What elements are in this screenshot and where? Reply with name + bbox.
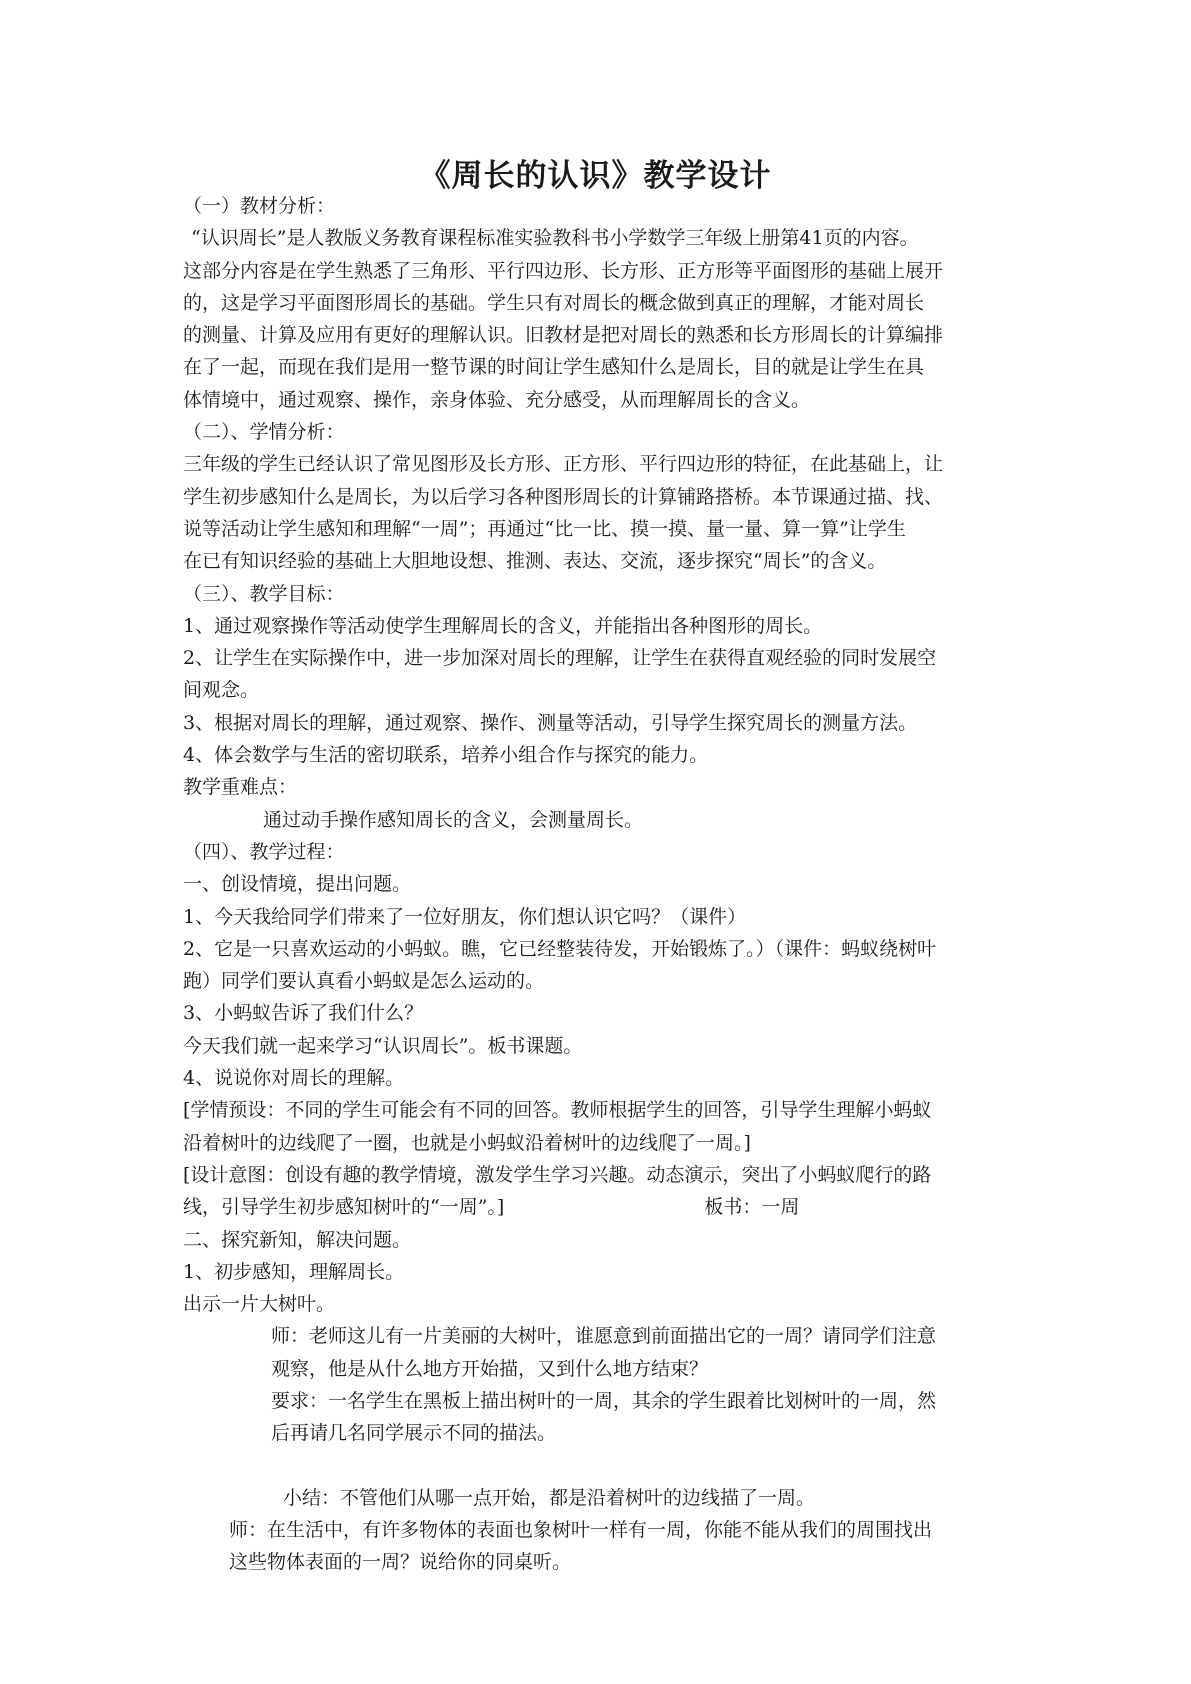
list-item: 4、体会数学与生活的密切联系，培养小组合作与探究的能力。	[183, 744, 709, 767]
list-item: 3、根据对周长的理解，通过观察、操作、测量等活动，引导学生探究周长的测量方法。	[183, 711, 918, 734]
paragraph-line: 三年级的学生已经认识了常见图形及长方形、正方形、平行四边形的特征，在此基础上，让	[183, 453, 944, 476]
key-points-heading: 教学重难点：	[183, 776, 298, 799]
paragraph-line: 跑）同学们要认真看小蚂蚁是怎么运动的。	[183, 970, 545, 993]
key-points-text: 通过动手操作感知周长的含义，会测量周长。	[263, 808, 644, 831]
paragraph-line: 说等活动让学生感知和理解“一周”；再通过“比一比、摸一摸、量一量、算一算”让学生	[183, 517, 906, 540]
paragraph-line: 今天我们就一起来学习“认识周长”。板书课题。	[183, 1034, 583, 1057]
list-item: 2、让学生在实际操作中，进一步加深对周长的理解，让学生在获得直观经验的同时发展空	[183, 647, 937, 670]
list-item: 1、通过观察操作等活动使学生理解周长的含义，并能指出各种图形的周长。	[183, 614, 823, 637]
section-heading-teaching-goals: （三）、教学目标：	[183, 582, 345, 605]
design-intent-end: 线，引导学生初步感知树叶的“一周”。]	[183, 1196, 505, 1219]
section-heading-student-analysis: （二）、学情分析：	[183, 421, 345, 444]
paragraph-line	[183, 1191, 1018, 1223]
paragraph-line: 这部分内容是在学生熟悉了三角形、平行四边形、长方形、正方形等平面图形的基础上展开	[183, 259, 944, 282]
paragraph-line: [学情预设：不同的学生可能会有不同的回答。教师根据学生的回答，引导学生理解小蚂蚁	[183, 1099, 932, 1122]
paragraph-line: 在已有知识经验的基础上大胆地设想、推测、表达、交流，逐步探究“周长”的含义。	[183, 550, 887, 573]
section-heading-teaching-process: （四）、教学过程：	[183, 840, 345, 863]
page-title: 《周长的认识》教学设计	[419, 158, 772, 194]
teacher-line: 观察，他是从什么地方开始描，又到什么地方结束？	[271, 1357, 709, 1380]
paragraph-line: 1、今天我给同学们带来了一位好朋友，你们想认识它吗？（课件）	[183, 905, 747, 928]
teacher-line: 这些物体表面的一周？说给你的同桌听。	[229, 1551, 572, 1574]
list-item-continued: 间观念。	[183, 679, 260, 702]
paragraph-line: “认识周长”是人教版义务教育课程标准实验教科书小学数学三年级上册第41页的内容。	[191, 227, 919, 250]
teacher-line: 要求：一名学生在黑板上描出树叶的一周，其余的学生跟着比划树叶的一周，然	[271, 1389, 937, 1412]
teacher-line: 后再请几名同学展示不同的描法。	[271, 1422, 557, 1445]
paragraph-line: 的测量、计算及应用有更好的理解认识。旧教材是把对周长的熟悉和长方形周长的计算编排	[183, 324, 944, 347]
paragraph-line: 出示一片大树叶。	[183, 1293, 336, 1316]
teacher-line: 师：在生活中，有许多物体的表面也象树叶一样有一周，你能不能从我们的周围找出	[229, 1518, 933, 1541]
paragraph-line: 1、初步感知，理解周长。	[183, 1260, 405, 1283]
paragraph-line: [设计意图：创设有趣的教学情境，激发学生学习兴趣。动态演示，突出了小蚂蚁爬行的路	[183, 1163, 932, 1186]
board-note: 板书：一周	[704, 1196, 800, 1219]
summary-line: 小结：不管他们从哪一点开始，都是沿着树叶的边线描了一周。	[283, 1486, 816, 1509]
teacher-line: 师：老师这儿有一片美丽的大树叶，谁愿意到前面描出它的一周？请同学们注意	[271, 1325, 937, 1348]
subsection-heading: 二、探究新知，解决问题。	[183, 1228, 412, 1251]
section-heading-textbook-analysis: （一）教材分析：	[183, 195, 336, 217]
paragraph-line: 的，这是学习平面图形周长的基础。学生只有对周长的概念做到真正的理解，才能对周长	[183, 291, 925, 314]
paragraph-line: 2、它是一只喜欢运动的小蚂蚁。瞧，它已经整装待发，开始锻炼了。）（课件：蚂蚁绕树叶	[183, 937, 937, 960]
paragraph-line: 沿着树叶的边线爬了一圈，也就是小蚂蚁沿着树叶的边线爬了一周。]	[183, 1131, 751, 1154]
paragraph-line: 体情境中，通过观察、操作，亲身体验、充分感受，从而理解周长的含义。	[183, 388, 811, 411]
subsection-heading: 一、创设情境，提出问题。	[183, 873, 412, 896]
paragraph-line: 学生初步感知什么是周长，为以后学习各种图形周长的计算铺路搭桥。本节课通过描、找、	[183, 485, 944, 508]
paragraph-line: 4、说说你对周长的理解。	[183, 1067, 405, 1090]
paragraph-line: 3、小蚂蚁告诉了我们什么？	[183, 1002, 424, 1025]
document-body	[183, 190, 1018, 1578]
paragraph-line: 在了一起，而现在我们是用一整节课的时间让学生感知什么是周长，目的就是让学生在具	[183, 356, 925, 379]
